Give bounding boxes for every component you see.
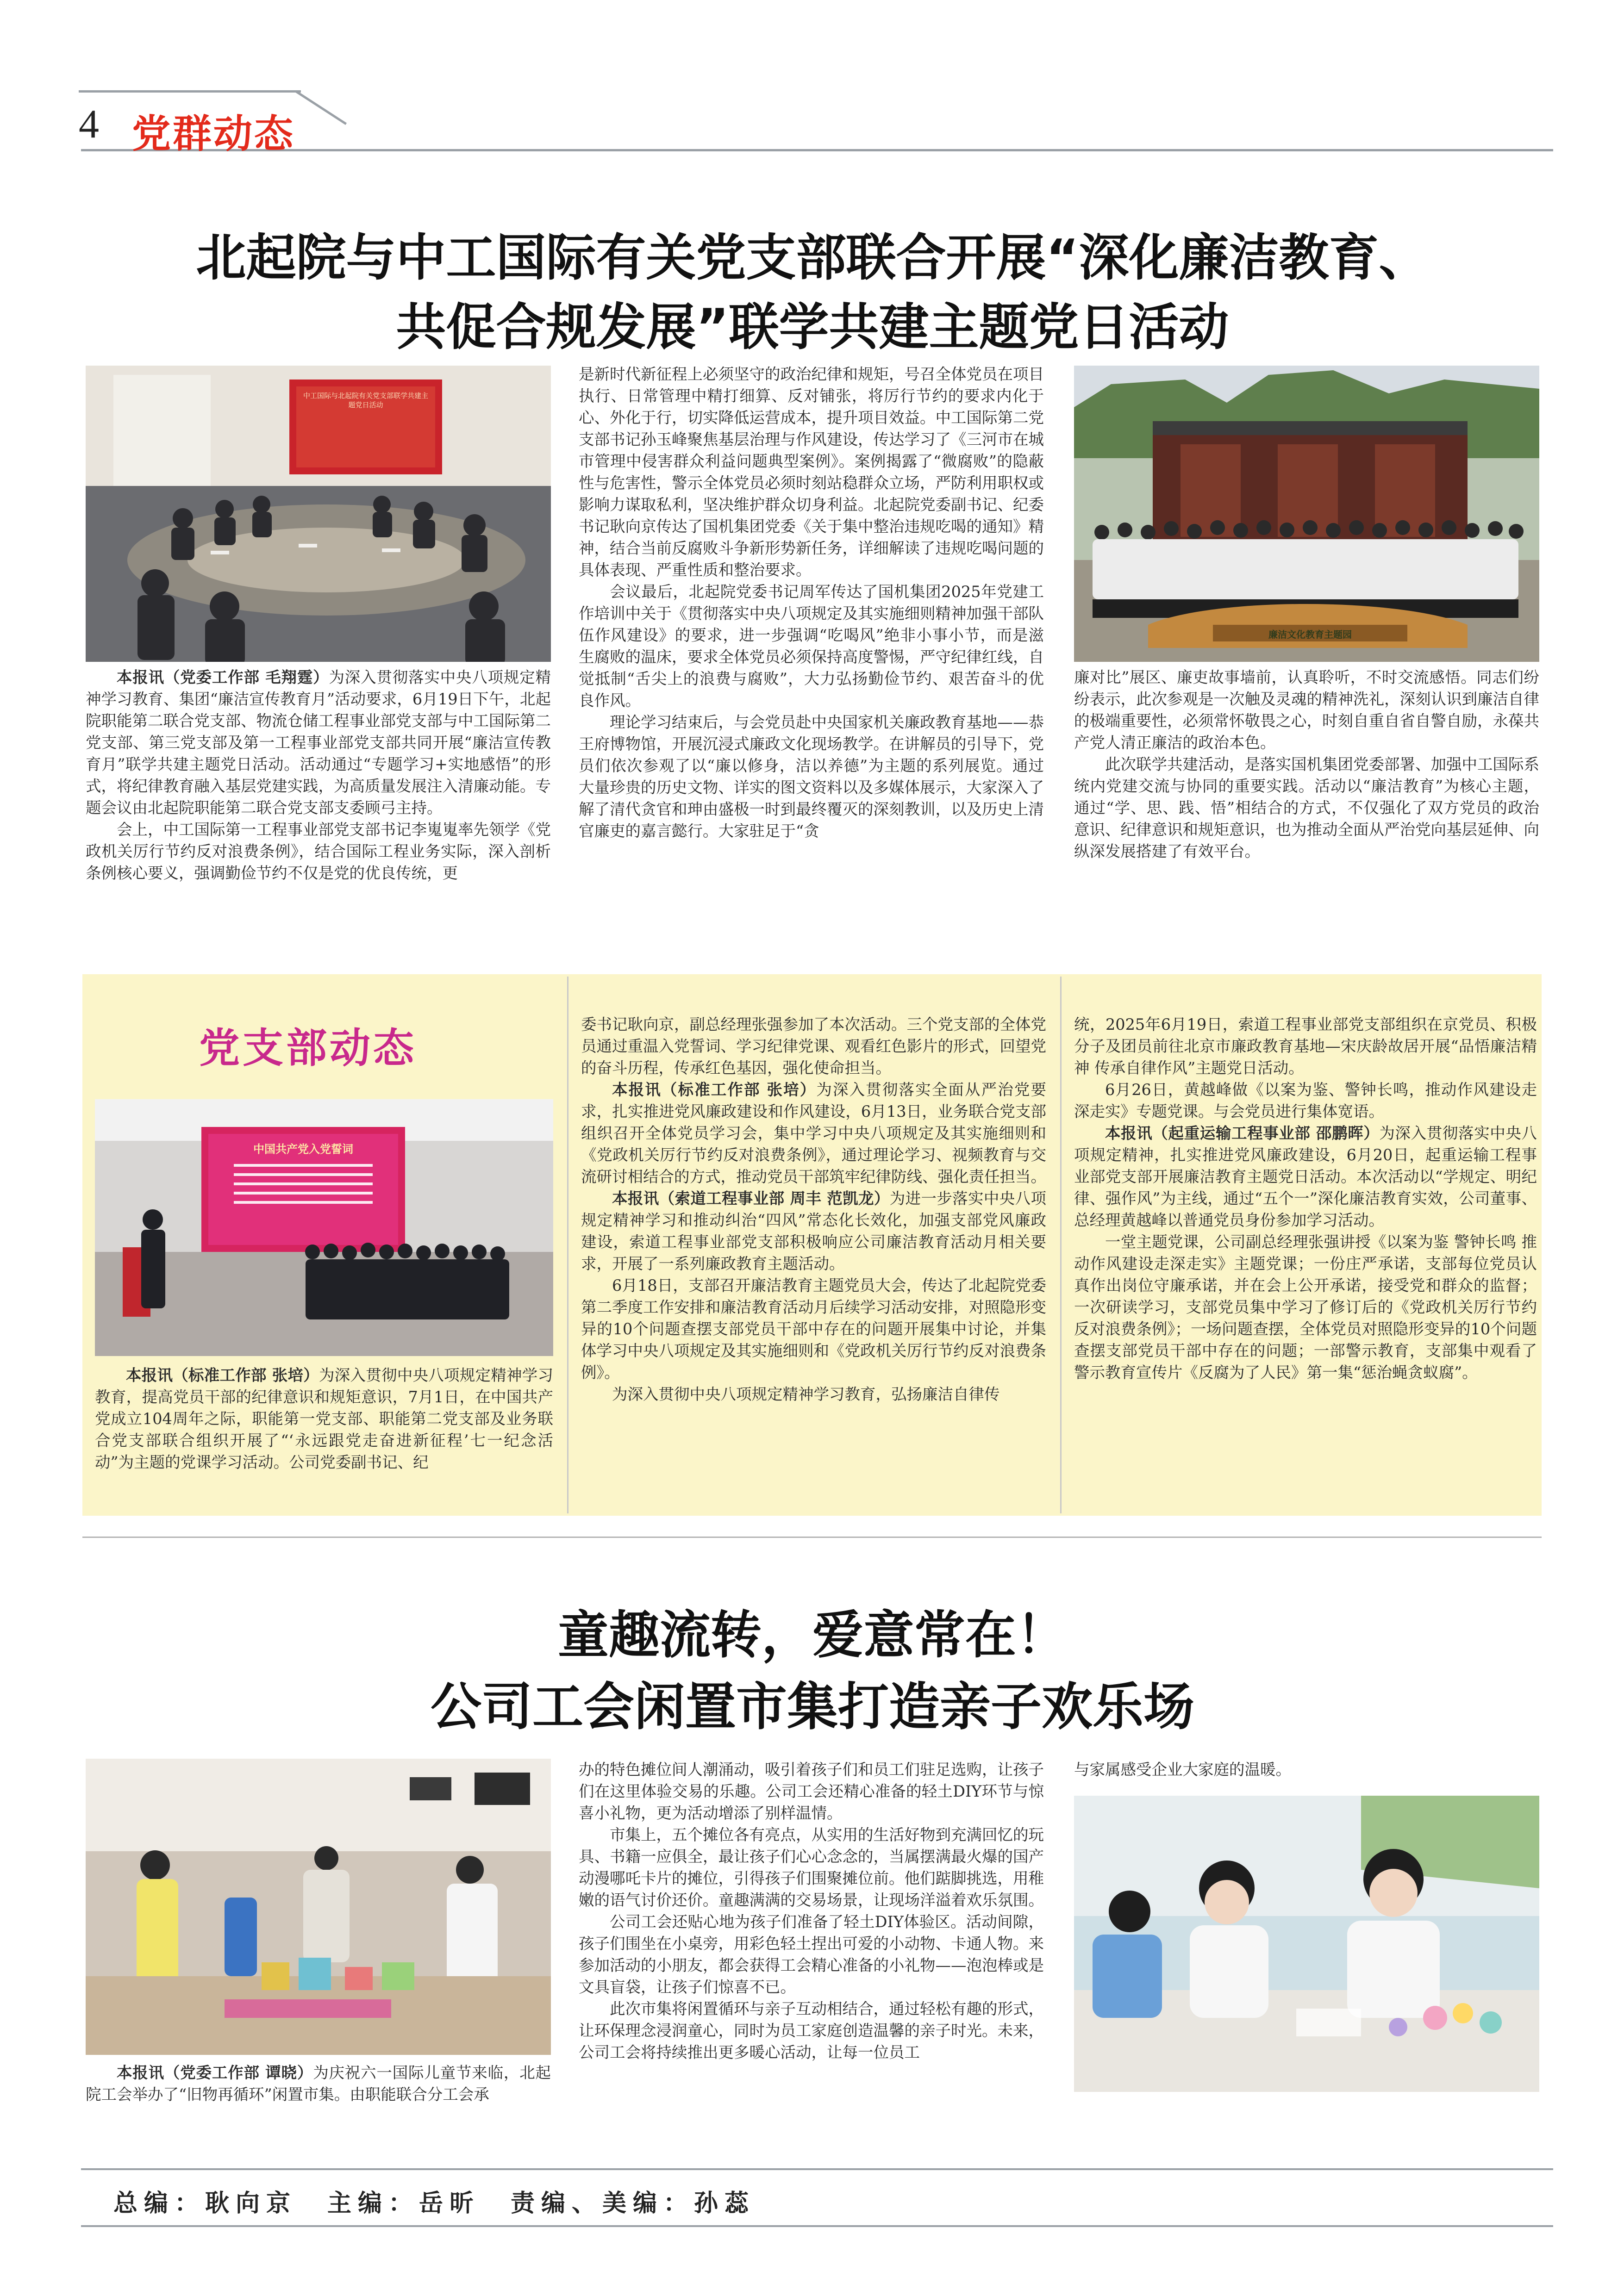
branch-news-reporter: 本报讯（起重运输工程事业部 邵鹏晖） [1105, 1124, 1380, 1142]
branch-news-paragraph: 统，2025年6月19日，索道工程事业部党支部组织在京党员、积极分子及团员前往北京市廉政教育基地—宋庆龄故居开展“品悟廉洁精神 传承自律作风”主题党日活动。 [1074, 1015, 1537, 1077]
section-name: 党群动态 [132, 111, 295, 156]
article2-paragraph: 公司工会还贴心地为孩子们准备了轻土DIY体验区。活动间隙，孩子们围坐在小桌旁，用彩色轻土捏出可爱的小动物、卡通人物。来参加活动的小朋友，都会获得工会精心准备的小礼物——泡泡棒或是文具盲袋，让孩子们惊喜不已。 [579, 1913, 1044, 1996]
article2-column-1 [86, 2062, 551, 2105]
article1-meeting-photo [86, 366, 551, 662]
article1-group-photo [1074, 366, 1539, 662]
article1-paragraph: 为深入贯彻落实中央八项规定精神学习教育、集团“廉洁宣传教育月”活动要求，6月19日下午，北起院职能第二联合党支部、物流仓储工程事业部党支部与中工国际第二党支部、第三党支部及第一工程事业部党支部共同开展“廉洁宣传教育月”联学共建主题党日活动。活动通过“专题学习+实地感悟”的形式，将纪律教育融入基层党建实践，为高质量发展注入清廉动能。专题会议由北起院职能第二联合党支部支委顾弓主持。 [86, 668, 551, 817]
branch-news-paragraph: 为深入贯彻落实中央八项规定精神，扎实推进党风廉政建设，6月20日，起重运输工程事业部党支部开展廉洁教育主题党日活动。本次活动以“学规定、明纪律、强作风”为主线，通过“五个一”深化廉洁教育实效，公司董事、总经理黄越峰以普通党员身份参加学习活动。 [1074, 1124, 1537, 1229]
article1-paragraph: 此次联学共建活动，是落实国机集团党委部署、加强中工国际系统内党建交流与协同的重要实践。活动以“廉洁教育”为核心主题，通过“学、思、践、悟”相结合的方式，不仅强化了双方党员的政治意识、纪律意识和规矩意识，也为推动全面从严治党向基层延伸、向纵深发展搭建了有效平台。 [1074, 755, 1539, 860]
article1-reporter: 本报讯（党委工作部 毛翔霆） [117, 668, 329, 686]
article1-column-2 [579, 363, 1044, 842]
article2-paragraph: 为庆祝六一国际儿童节来临，北起院工会举办了“旧物再循环”闲置市集。由职能联合分工会承 [86, 2064, 551, 2103]
oath-screen-text: 中国共产党入党誓词 [253, 1143, 353, 1156]
branch-news-column-3 [1074, 1014, 1537, 1383]
article1-meeting-screen-text: 中工国际与北起院有关党支部联学共建主题党日活动 [303, 392, 429, 409]
article1-title-line1: 北起院与中工国际有关党支部联合开展“深化廉洁教育、 [196, 229, 1429, 287]
header-rule-slant [295, 90, 347, 125]
branch-news-paragraph: 为进一步落实中央八项规定精神学习和推动纠治“四风”常态化长效化，加强支部党风廉政建设，索道工程事业部党支部积极响应公司廉洁教育活动月相关要求，开展了一系列廉政教育主题活动。 [581, 1189, 1047, 1273]
article1-sign-text: 廉洁文化教育主题园 [1268, 629, 1352, 640]
article2-column-2 [579, 1759, 1044, 2063]
branch-news-paragraph: 6月26日，黄越峰做《以案为鉴、警钟长鸣，推动作风建设走深走实》专题党课。与会党员进行集体宽语。 [1074, 1081, 1537, 1120]
article2-market-photo [86, 1759, 551, 2055]
footer-rule-bottom [81, 2225, 1553, 2227]
header-rule [81, 149, 1553, 151]
article2-title-line1: 童趣流转，爱意常在！ [558, 1605, 1067, 1665]
page-number: 4 [79, 102, 99, 147]
branch-news-paragraph: 委书记耿向京，副总经理张强参加了本次活动。三个党支部的全体党员通过重温入党誓词、学习纪律党课、观看红色影片的形式，回望党的奋斗历程，传承红色基因，强化使命担当。 [581, 1015, 1046, 1077]
branch-news-reporter: 本报讯（标准工作部 张培） [126, 1366, 319, 1384]
branch-news-column-2 [581, 1014, 1046, 1405]
article1-paragraph: 会上，中工国际第一工程事业部党支部书记李嵬嵬率先领学《党政机关厉行节约反对浪费条例》，结合国际工程业务实际，深入剖析条例核心要义，强调勤俭节约不仅是党的优良传统，更 [86, 821, 551, 882]
branch-news-paragraph: 为深入贯彻中央八项规定精神学习教育，弘扬廉洁自律传 [612, 1385, 1000, 1403]
branch-news-paragraph: 6月18日，支部召开廉洁教育主题党员大会，传达了北起院党委第二季度工作安排和廉洁教育活动月后续学习活动安排，对照隐形变异的10个问题查摆支部党员干部中存在的问题开展集中讨论，并集体学习中央八项规定及其实施细则和《党政机关厉行节约反对浪费条例》。 [581, 1276, 1046, 1381]
footer-rule-top [81, 2168, 1553, 2170]
branch-news-paragraph: 一堂主题党课，公司副总经理张强讲授《以案为鉴 警钟长鸣 推动作风建设走深走实》主题党课；一份庄严承诺，支部每位党员认真作出岗位守廉承诺，并在会上公开承诺，接受党和群众的监督；一次研读学习，支部党员集中学习了修订后的《党政机关厉行节约反对浪费条例》；一场问题查摆，全体党员对照隐形变异的10个问题查摆支部党员干部中存在的问题；一部警示教育，支部集中观看了警示教育宣传片《反腐为了人民》第一集“惩治蝇贪蚁腐”。 [1074, 1233, 1537, 1381]
article2-paragraph: 此次市集将闲置循环与亲子互动相结合，通过轻松有趣的形式，让环保理念浸润童心，同时为员工家庭创造温馨的亲子时光。未来，公司工会将持续推出更多暖心活动，让每一位员工 [579, 2000, 1044, 2061]
branch-news-paragraph: 为深入贯彻中央八项规定精神学习教育，提高党员干部的纪律意识和规矩意识，7月1日，在中国共产党成立104周年之际，职能第一党支部、职能第二党支部及业务联合党支部联合组织开展了“‘永远跟党走奋进新征程’七一纪念活动”为主题的党课学习活动。公司党委副书记、纪 [95, 1366, 553, 1471]
branch-news-reporter: 本报讯（标准工作部 张培） [612, 1081, 817, 1099]
article1-title-line2: 共促合规发展”联学共建主题党日活动 [396, 299, 1229, 356]
article1-paragraph: 廉对比”展区、廉吏故事墙前，认真聆听，不时交流感悟。同志们纷纷表示，此次参观是一次触及灵魂的精神洗礼，深刻认识到廉洁自律的极端重要性，必须常怀敬畏之心，时刻自重自省自警自励，永葆共产党人清正廉洁的政治本色。 [1074, 668, 1539, 752]
article2-column-3 [1074, 1759, 1539, 1780]
branch-news-oath-photo [95, 1099, 553, 1356]
article2-paragraph: 市集上，五个摊位各有亮点，从实用的生活好物到充满回忆的玩具、书籍一应俱全，最让孩子们心心念念的，当属摆满最火爆的国产动漫哪吒卡片的摊位，引得孩子们围聚摊位前。他们踮脚挑选，用稚嫩的语气讨价还价。童趣满满的交易场景，让现场洋溢着欢乐氛围。 [579, 1826, 1044, 1909]
header-rule-top [79, 90, 301, 93]
panel-column-rule [567, 977, 568, 1513]
footer-credits: 总编：耿向京 主编：岳昕 责编、美编：孙蕊 [113, 2189, 756, 2217]
article1-column-1 [86, 666, 551, 884]
panel-column-rule [1060, 977, 1062, 1513]
section-divider [82, 1537, 1542, 1538]
article2-paragraph: 办的特色摊位间人潮涌动，吸引着孩子们和员工们驻足选购，让孩子们在这里体验交易的乐趣。公司工会还精心准备的轻土DIY环节与惊喜小礼物，更为活动增添了别样温情。 [579, 1761, 1044, 1822]
article2-title-line2: 公司工会闲置市集打造亲子欢乐场 [431, 1677, 1194, 1736]
branch-news-reporter: 本报讯（索道工程事业部 周丰 范凯龙） [612, 1189, 890, 1207]
article2-reporter: 本报讯（党委工作部 谭晓） [117, 2064, 313, 2082]
article1-column-3 [1074, 666, 1539, 862]
branch-news-title: 党支部动态 [199, 1024, 417, 1072]
article1-paragraph: 是新时代新征程上必须坚守的政治纪律和规矩，号召全体党员在项目执行、日常管理中精打细算、反对铺张，将厉行节约的要求内化于心、外化于行，切实降低运营成本，提升项目效益。中工国际第二党支部书记孙玉峰聚焦基层治理与作风建设，传达学习了《三河市在城市管理中侵害群众利益问题典型案例》。案例揭露了“微腐败”的隐蔽性与危害性，警示全体党员必须时刻站稳群众立场，严防利用职权或影响力谋取私利，坚决维护群众切身利益。北起院党委副书记、纪委书记耿向京传达了国机集团党委《关于集中整治违规吃喝的通知》精神，结合当前反腐败斗争新形势新任务，详细解读了违规吃喝问题的具体表现、严重性质和整治要求。 [579, 365, 1044, 579]
branch-news-column-1 [95, 1364, 553, 1473]
article1-paragraph: 会议最后，北起院党委书记周军传达了国机集团2025年党建工作培训中关于《贯彻落实中央八项规定及其实施细则精神加强干部队伍作风建设》的要求，进一步强调“吃喝风”绝非小事小节，而是滋生腐败的温床，要求全体党员必须保持高度警惕，严守纪律红线，自觉抵制“舌尖上的浪费与腐败”，大力弘扬勤俭节约、艰苦奋斗的优良作风。 [579, 583, 1044, 709]
article2-diy-photo [1074, 1796, 1539, 2092]
article1-paragraph: 理论学习结束后，与会党员赴中央国家机关廉政教育基地——恭王府博物馆，开展沉浸式廉政文化现场教学。在讲解员的引导下，党员们依次参观了以“廉以修身，洁以养德”为主题的系列展览。通过大量珍贵的历史文物、详实的图文资料以及多媒体展示，大家深入了解了清代贪官和珅由盛极一时到最终覆灭的深刻教训，以及历史上清官廉吏的嘉言懿行。大家驻足于“贪 [579, 713, 1044, 840]
branch-news-paragraph: 为深入贯彻落实全面从严治党要求，扎实推进党风廉政建设和作风建设，6月13日，业务联合党支部组织召开全体党员学习会，集中学习中央八项规定及其实施细则和《党政机关厉行节约反对浪费条例》，通过理论学习、视频教育与交流研讨相结合的方式，推动党员干部筑牢纪律防线、强化责任担当。 [581, 1081, 1046, 1186]
article2-paragraph: 与家属感受企业大家庭的温暖。 [1074, 1761, 1291, 1779]
